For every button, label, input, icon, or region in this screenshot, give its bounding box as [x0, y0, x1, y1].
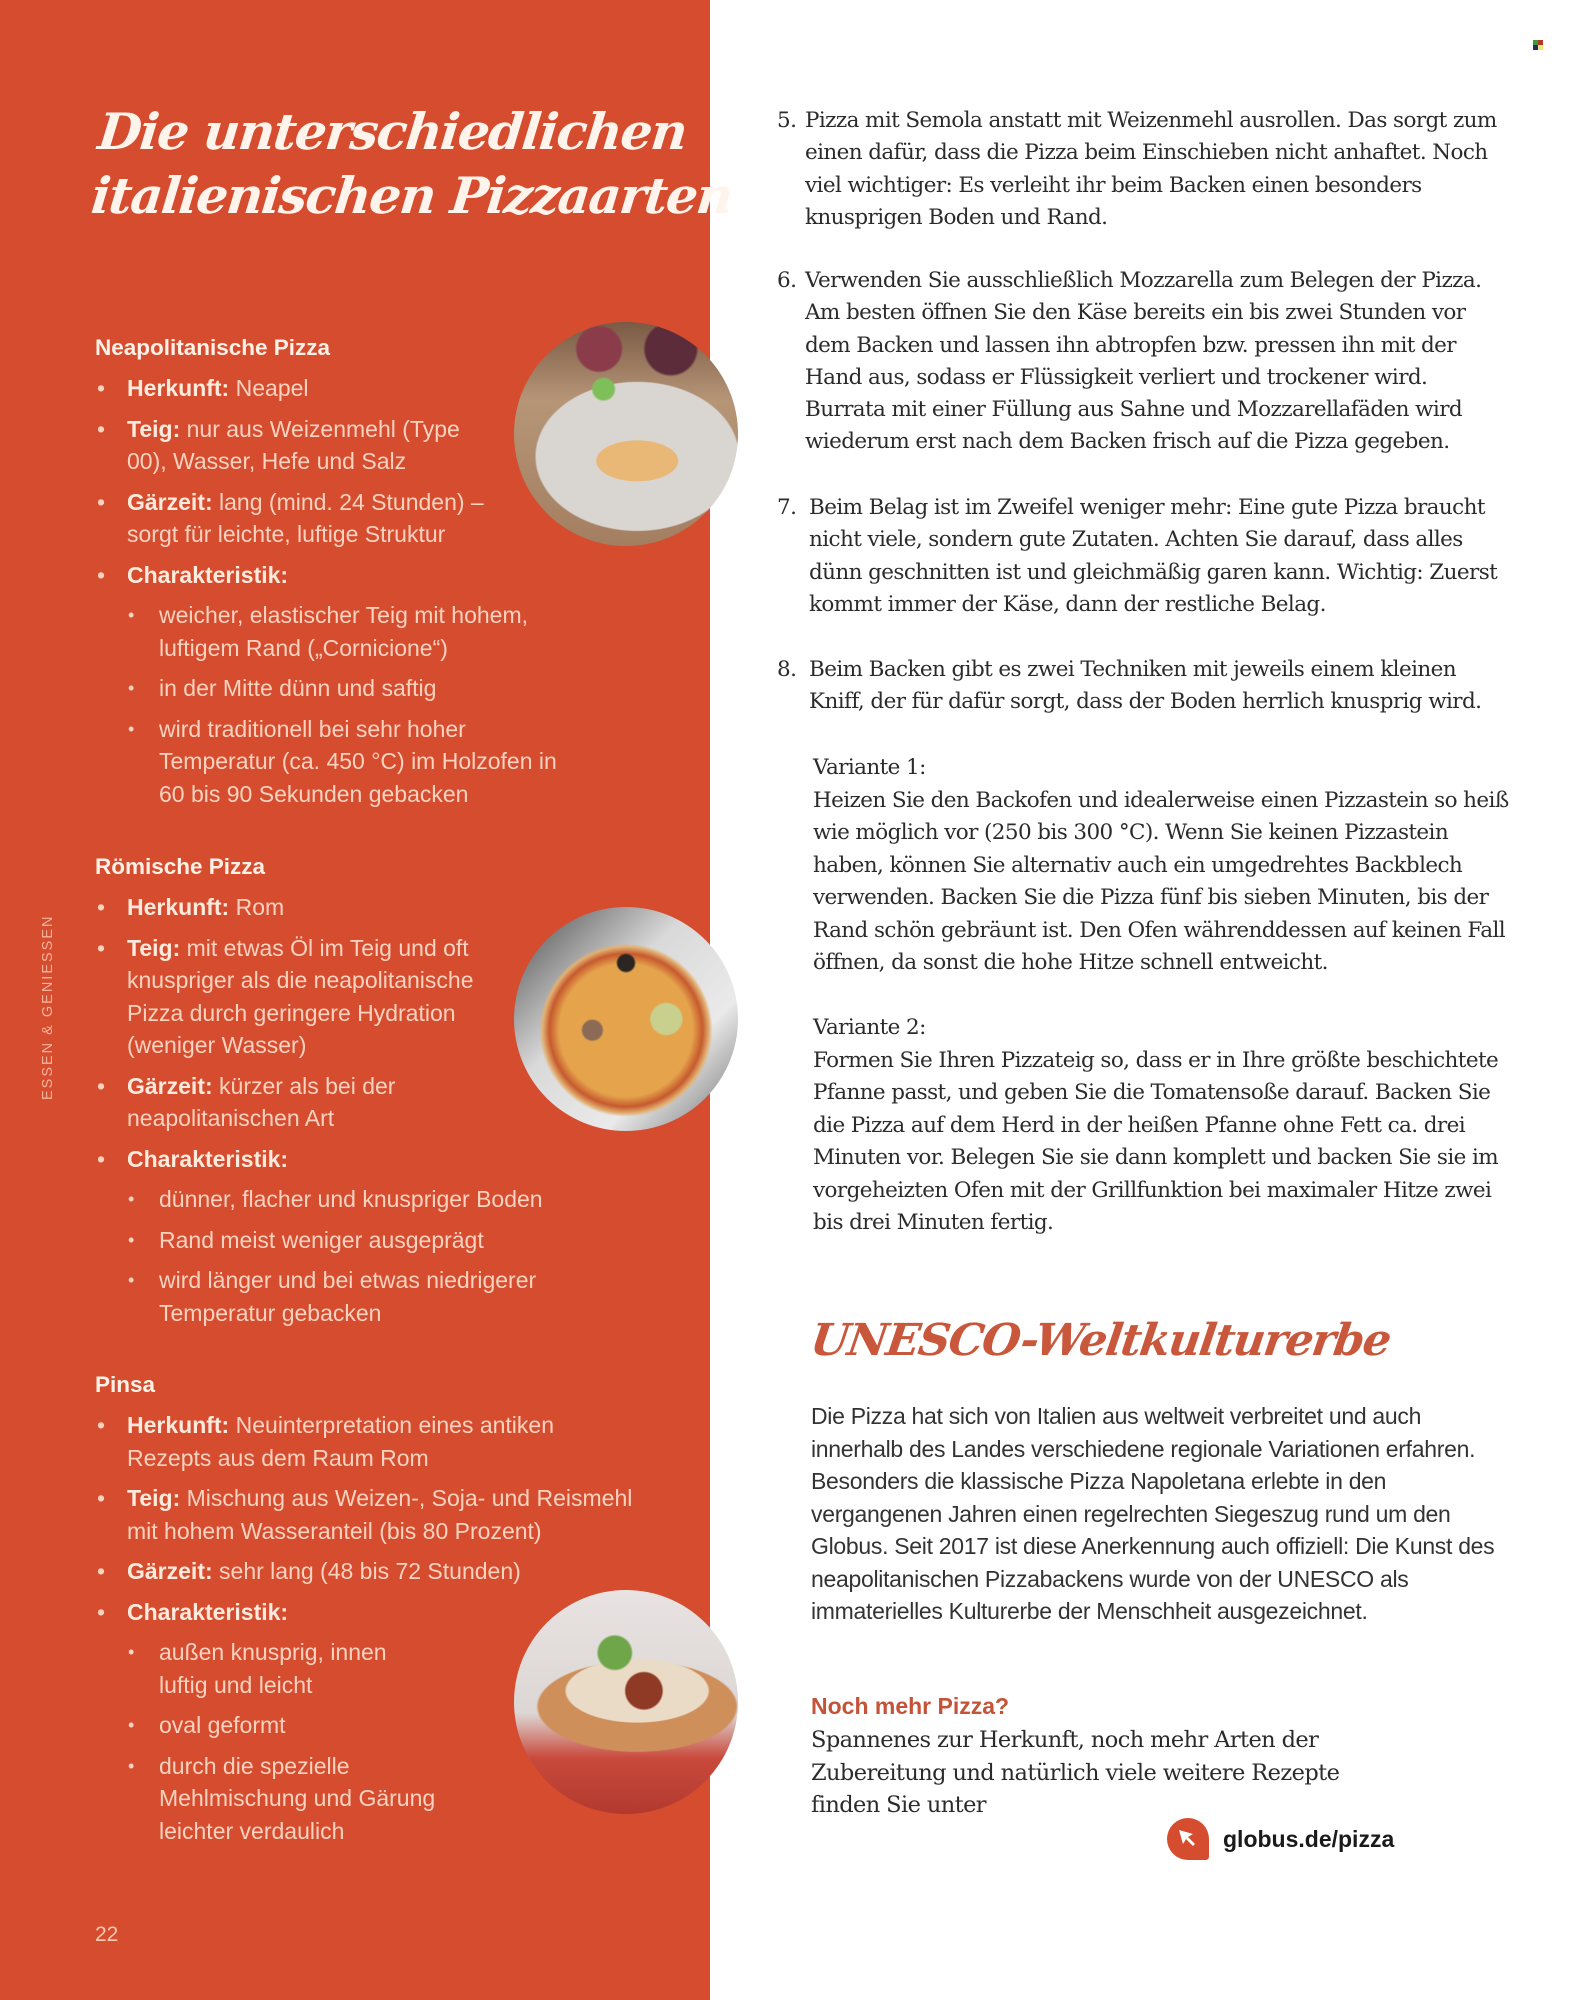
pinsa-photo: [514, 1590, 738, 1814]
variant-label: Variante 2:: [813, 1015, 926, 1040]
list-item-herkunft: • Herkunft: Rom: [95, 891, 635, 924]
sub-list-item: • dünner, flacher und knuspriger Boden: [95, 1183, 615, 1216]
more-pizza-body: Spannenes zur Herkunft, noch mehr Arten der Zubereitung und natürlich viele weitere Rezepte finden Sie unter: [811, 1727, 1340, 1818]
variant-label: Variante 1:: [813, 755, 926, 780]
tip-text: Beim Backen gibt es zwei Techniken mit jeweils einem kleinen Kniff, der für dafür sorgt, dass der Boden herrlich knusprig wird.: [809, 657, 1482, 715]
unesco-body: Die Pizza hat sich von Italien aus weltweit verbreitet und auch innerhalb des Landes verschiedene regionale Variationen erfahren. Besonders die klassische Pizza Napoletana erlebte in den vergangenen Jahren einen regelrechten Siegeszug rund um den Globus. Seit 2017 ist diese Anerkennung auch offiziell: Die Kunst des neapolitanischen Pizzabackens wurde von der UNESCO als immaterielles Kulturerbe der Menschheit ausgezeichnet.: [811, 1403, 1495, 1624]
sub-list-item: • wird traditionell bei sehr hoher Temperatur (ca. 450 °C) im Holzofen in 60 bis 90 Sekunden gebacken: [95, 713, 585, 811]
tip-item-8: [777, 654, 1507, 719]
tip-number: 5.: [777, 108, 797, 133]
sub-list-item: • außen knusprig, innen luftig und leicht: [95, 1636, 395, 1701]
section-heading: Pinsa: [95, 1372, 156, 1397]
list-item-charakteristik: • Charakteristik:: [95, 559, 635, 592]
variant-text: Formen Sie Ihren Pizzateig so, dass er in Ihre größte beschichtete Pfanne passt, und geben Sie die Tomatensoße darauf. Backen Sie die Pizza auf dem Herd in der heißen Pfanne ohne Fett ca. drei Minuten vor. Belegen Sie sie dann komplett und backen Sie sie im vorgeheizten Ofen mit der Grillfunktion bei maximaler Hitze zwei bis drei Minuten fertig.: [813, 1047, 1499, 1235]
list-item-gaerzeit: • Gärzeit: sehr lang (48 bis 72 Stunden): [95, 1555, 635, 1588]
sub-list-item: • wird länger und bei etwas niedrigerer Temperatur gebacken: [95, 1264, 585, 1329]
variant-2: [813, 1012, 1513, 1240]
list-item-gaerzeit: • Gärzeit: lang (mind. 24 Stunden) – sorgt für leichte, luftige Struktur: [95, 486, 495, 551]
unesco-heading: UNESCO-Weltkulturerbe: [807, 1315, 1394, 1366]
list-item-teig: • Teig: nur aus Weizenmehl (Type 00), Wasser, Hefe und Salz: [95, 413, 465, 478]
tip-number: 6.: [777, 268, 797, 293]
sub-list-item: • oval geformt: [95, 1709, 635, 1742]
tip-number: 7.: [777, 495, 797, 520]
round-pizza-photo: [514, 907, 738, 1131]
list-item-gaerzeit: • Gärzeit: kürzer als bei der neapolitanischen Art: [95, 1070, 425, 1135]
variant-1: [813, 752, 1513, 980]
list-item-charakteristik: • Charakteristik:: [95, 1596, 635, 1629]
more-pizza-heading: Noch mehr Pizza?: [811, 1693, 1010, 1719]
tip-text: Pizza mit Semola anstatt mit Weizenmehl ausrollen. Das sorgt zum einen dafür, dass die Pizza beim Einschieben nicht anhaftet. Noch viel wichtiger: Es verleiht ihr beim Backen einen besonders knusprigen Boden und Rand.: [805, 108, 1497, 230]
list-item-teig: • Teig: Mischung aus Weizen-, Soja- und Reismehl mit hohem Wasseranteil (bis 80 Prozent): [95, 1482, 635, 1547]
sub-list-item: • Rand meist weniger ausgeprägt: [95, 1224, 635, 1257]
sub-list-item: • durch die spezielle Mehlmischung und Gärung leichter verdaulich: [95, 1750, 455, 1848]
sub-list-item: • in der Mitte dünn und saftig: [95, 672, 635, 705]
page-title: [88, 100, 735, 228]
section-heading: Neapolitanische Pizza: [95, 335, 331, 360]
tip-item-5: [777, 105, 1507, 234]
section-side-label: ESSEN & GENIESSEN: [40, 914, 56, 1100]
page-number: 22: [95, 1923, 119, 1946]
list-item-teig: • Teig: mit etwas Öl im Teig und oft knuspriger als die neapolitanische Pizza durch geringere Hydration (weniger Wasser): [95, 932, 490, 1062]
tip-number: 8.: [777, 657, 797, 682]
list-item-herkunft: • Herkunft: Neuinterpretation eines antiken Rezepts aus dem Raum Rom: [95, 1409, 595, 1474]
tip-item-6: [777, 265, 1507, 459]
section-heading: Römische Pizza: [95, 854, 266, 879]
title-line-1: Die unterschiedlichen: [95, 102, 690, 161]
link-text[interactable]: globus.de/pizza: [1223, 1825, 1395, 1852]
cursor-arrow-icon: [1167, 1818, 1209, 1860]
globus-pizza-link[interactable]: [1167, 1818, 1394, 1860]
pizza-slice-photo: [514, 322, 738, 546]
tip-item-7: [777, 492, 1507, 621]
tip-text: Verwenden Sie ausschließlich Mozzarella zum Belegen der Pizza. Am besten öffnen Sie den Käse bereits ein bis zwei Stunden vor dem Backen und lassen ihn abtropfen bzw. pressen ihn mit der Hand aus, sodass er Flüssigkeit verliert und trockener wird. Burrata mit einer Füllung aus Sahne und Mozzarellafäden wird wiederum erst nach dem Backen frisch auf die Pizza gegeben.: [805, 268, 1482, 455]
title-line-2: italienischen Pizzaarten: [88, 166, 735, 225]
sub-list-item: • weicher, elastischer Teig mit hohem, luftigem Rand („Cornicione“): [95, 599, 565, 664]
tip-text: Beim Belag ist im Zweifel weniger mehr: Eine gute Pizza braucht nicht viele, sondern gute Zutaten. Achten Sie darauf, dass alles dünn geschnitten ist und gleichmäßig garen kann. Wichtig: Zuerst kommt immer der Käse, dann der restliche Belag.: [809, 495, 1498, 617]
list-item-herkunft: • Herkunft: Neapel: [95, 372, 635, 405]
color-marker-icon: [1533, 40, 1543, 50]
variant-text: Heizen Sie den Backofen und idealerweise einen Pizzastein so heiß wie möglich vor (250 bis 300 °C). Wenn Sie keinen Pizzastein haben, können Sie alternativ auch ein umgedrehtes Backblech verwenden. Backen Sie die Pizza fünf bis sieben Minuten, bis der Rand schön gebräunt ist. Den Ofen währenddessen auf keinen Fall öffnen, da sonst die hohe Hitze schnell entweicht.: [813, 787, 1509, 975]
list-item-charakteristik: • Charakteristik:: [95, 1143, 635, 1176]
